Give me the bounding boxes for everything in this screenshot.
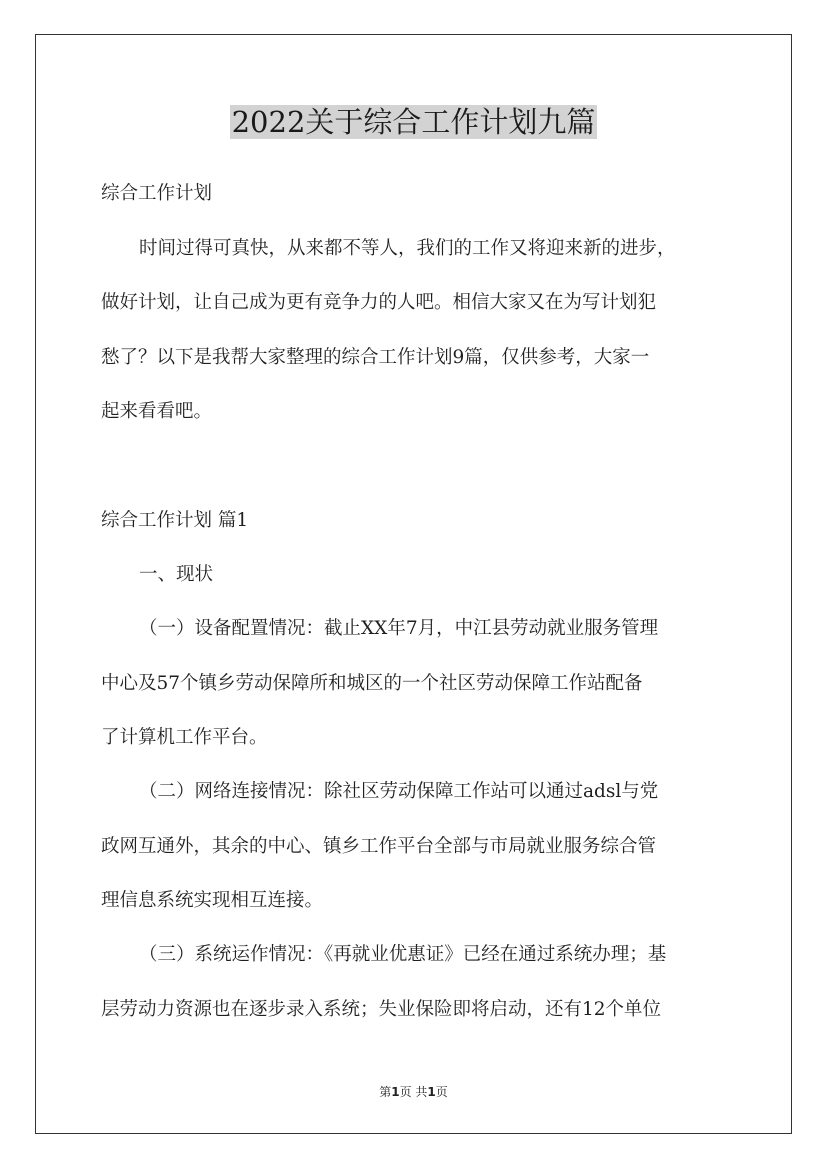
intro-line: 时间过得可真快，从来都不等人，我们的工作又将迎来新的进步， (139, 238, 676, 259)
page-total: 1 (427, 1085, 436, 1099)
document-heading: 综合工作计划 (101, 183, 213, 204)
paragraph-line: 政网互通外，其余的中心、镇乡工作平台全部与市局就业服务综合管 (101, 836, 657, 857)
paragraph-line: 理信息系统实现相互连接。 (101, 890, 324, 911)
paragraph-line: 层劳动力资源也在逐步录入系统；失业保险即将启动，还有12个单位 (101, 999, 662, 1020)
page-mid: 页 共 (399, 1085, 428, 1099)
paragraph-line: 中心及57个镇乡劳动保障所和城区的一个社区劳动保障工作站配备 (101, 673, 643, 694)
paragraph-line: 了计算机工作平台。 (101, 727, 268, 748)
intro-line: 起来看看吧。 (101, 401, 213, 422)
paragraph-line: （二）网络连接情况：除社区劳动保障工作站可以通过adsl与党 (139, 781, 659, 802)
document-title-text: 2022关于综合工作计划九篇 (231, 105, 596, 139)
page-number-footer (0, 1084, 827, 1100)
paragraph-line: （三）系统运作情况：《再就业优惠证》已经在通过系统办理；基 (139, 944, 667, 965)
intro-line: 愁了？以下是我帮大家整理的综合工作计划9篇，仅供参考，大家一 (101, 347, 650, 368)
page-suffix: 页 (435, 1085, 448, 1099)
page-prefix: 第 (379, 1085, 392, 1099)
intro-line: 做好计划，让自己成为更有竞争力的人吧。相信大家又在为写计划犯 (101, 292, 657, 313)
page-current: 1 (391, 1085, 400, 1099)
document-title (0, 100, 827, 144)
section-title: 综合工作计划 篇1 (101, 510, 249, 531)
paragraph-line: （一）设备配置情况：截止XX年7月，中江县劳动就业服务管理 (139, 618, 659, 639)
subheading: 一、现状 (139, 564, 214, 585)
